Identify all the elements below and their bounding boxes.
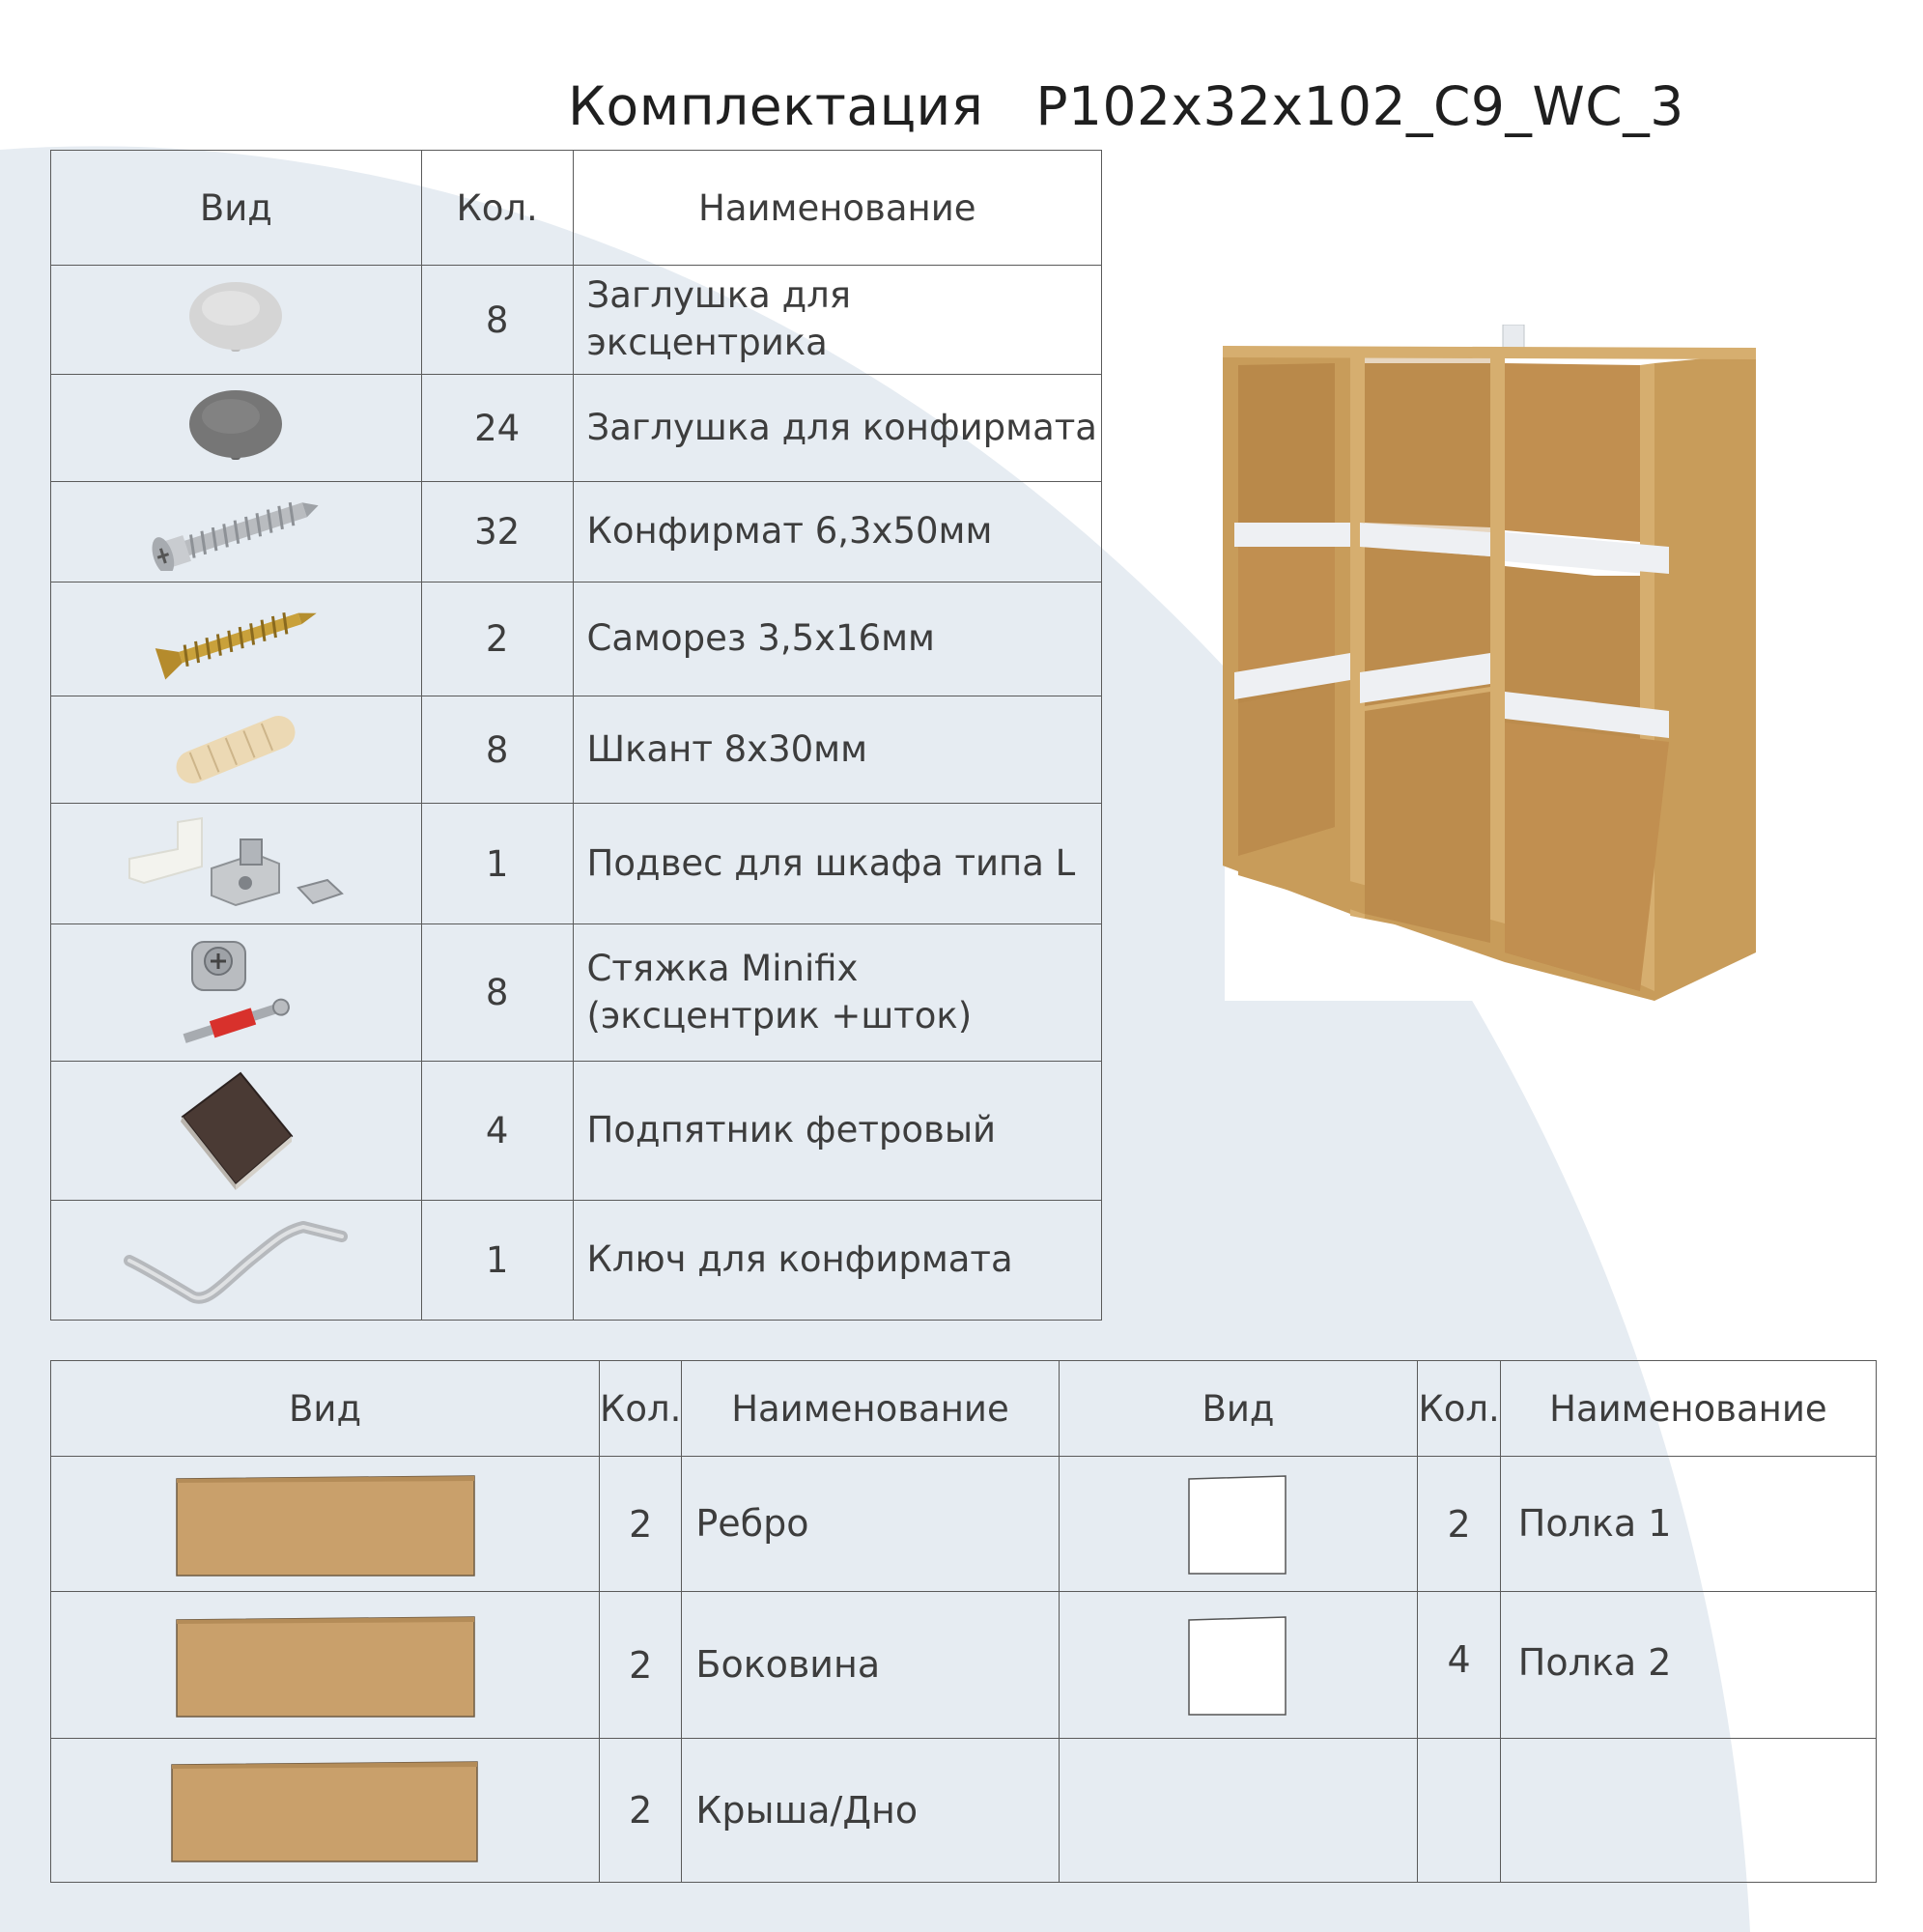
hw-qty-6: 1 bbox=[421, 804, 573, 924]
panel-qty-2: 2 bbox=[600, 1592, 682, 1739]
header-view: Вид bbox=[51, 151, 422, 266]
dowel-icon bbox=[154, 706, 318, 793]
table-row bbox=[51, 804, 1102, 924]
panel-name-3: Крыша/Дно bbox=[682, 1739, 1059, 1883]
panel-wood-icon bbox=[171, 1612, 480, 1719]
hardware-table bbox=[50, 150, 1102, 1321]
table-row bbox=[51, 482, 1102, 582]
panels-table bbox=[50, 1360, 1877, 1883]
panel-qty-r1: 2 bbox=[1418, 1457, 1500, 1592]
minifix-icon bbox=[168, 932, 303, 1053]
panel-qty-3: 2 bbox=[600, 1739, 682, 1883]
hw-name-8: Подпятник фетровый bbox=[573, 1062, 1101, 1201]
panel-qty-r2: 4 bbox=[1418, 1592, 1500, 1739]
hw-name-4: Саморез 3,5х16мм bbox=[573, 582, 1101, 696]
felt-pad-icon bbox=[168, 1068, 303, 1194]
hex-key-icon bbox=[115, 1208, 356, 1314]
panel-name-r1: Полка 1 bbox=[1500, 1457, 1876, 1592]
hw-qty-5: 8 bbox=[421, 696, 573, 804]
shelf-unit-image bbox=[1215, 325, 1767, 1001]
hw-qty-2: 24 bbox=[421, 375, 573, 482]
header-qty: Кол. bbox=[421, 151, 573, 266]
hw-name-1: Заглушка для эксцентрика bbox=[573, 266, 1101, 375]
hw-name-9: Ключ для конфирмата bbox=[573, 1201, 1101, 1321]
hw-name-7 bbox=[573, 924, 1101, 1062]
hw-name-7-line1: Стяжка Minifix bbox=[586, 947, 859, 989]
hardware-header-row bbox=[51, 151, 1102, 266]
table-row bbox=[51, 582, 1102, 696]
header-qty-right: Кол. bbox=[1418, 1361, 1500, 1457]
table-row bbox=[51, 1592, 1877, 1739]
header-qty-left: Кол. bbox=[600, 1361, 682, 1457]
panel-white-icon bbox=[1185, 1612, 1291, 1719]
panels-header-row bbox=[51, 1361, 1877, 1457]
hw-qty-1: 8 bbox=[421, 266, 573, 375]
hw-qty-3: 32 bbox=[421, 482, 573, 582]
page-title: Комплектация Р102х32х102_С9_WC_3 bbox=[568, 75, 1684, 137]
confirmat-screw-icon bbox=[144, 494, 327, 571]
cap-dark-icon bbox=[183, 387, 289, 469]
cabinet-hanger-icon bbox=[110, 810, 361, 917]
panel-name-2: Боковина bbox=[682, 1592, 1059, 1739]
hw-qty-7: 8 bbox=[421, 924, 573, 1062]
hw-qty-8: 4 bbox=[421, 1062, 573, 1201]
header-view-right: Вид bbox=[1059, 1361, 1418, 1457]
header-name-left: Наименование bbox=[682, 1361, 1059, 1457]
panel-white-icon bbox=[1185, 1471, 1291, 1577]
hw-name-2: Заглушка для конфирмата bbox=[573, 375, 1101, 482]
panel-wood-icon bbox=[168, 1757, 482, 1863]
cap-light-icon bbox=[183, 279, 289, 361]
hw-name-5: Шкант 8х30мм bbox=[573, 696, 1101, 804]
hw-name-7-line2: (эксцентрик +шток) bbox=[586, 994, 973, 1037]
header-name: Наименование bbox=[573, 151, 1101, 266]
panel-qty-1: 2 bbox=[600, 1457, 682, 1592]
hw-qty-9: 1 bbox=[421, 1201, 573, 1321]
panel-name-r2: Полка 2 bbox=[1500, 1592, 1876, 1739]
hw-qty-4: 2 bbox=[421, 582, 573, 696]
table-row bbox=[51, 1457, 1877, 1592]
panel-wood-icon bbox=[171, 1471, 480, 1577]
hw-name-6: Подвес для шкафа типа L bbox=[573, 804, 1101, 924]
hw-name-3: Конфирмат 6,3х50мм bbox=[573, 482, 1101, 582]
table-row bbox=[51, 696, 1102, 804]
table-row bbox=[51, 266, 1102, 375]
table-row bbox=[51, 375, 1102, 482]
wood-screw-icon bbox=[139, 596, 332, 683]
table-row bbox=[51, 1201, 1102, 1321]
panel-name-1: Ребро bbox=[682, 1457, 1059, 1592]
table-row bbox=[51, 924, 1102, 1062]
table-row bbox=[51, 1739, 1877, 1883]
table-row bbox=[51, 1062, 1102, 1201]
header-name-right: Наименование bbox=[1500, 1361, 1876, 1457]
header-view-left: Вид bbox=[51, 1361, 600, 1457]
